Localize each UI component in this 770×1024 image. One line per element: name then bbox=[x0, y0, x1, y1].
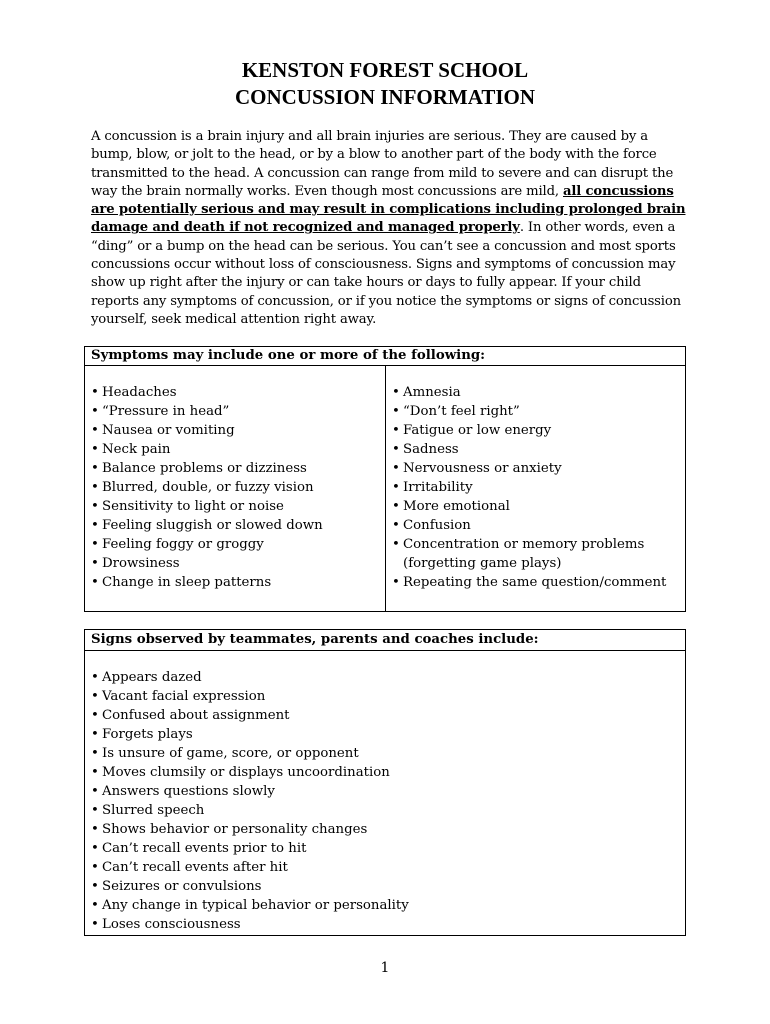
bullet-icon: • bbox=[91, 461, 99, 476]
symptom-item-text: Repeating the same question/comment bbox=[403, 575, 667, 590]
sign-item bbox=[91, 820, 679, 839]
symptom-item bbox=[392, 459, 679, 478]
bullet-icon: • bbox=[91, 727, 99, 742]
symptom-item-text: Feeling sluggish or slowed down bbox=[102, 518, 323, 533]
sign-item bbox=[91, 706, 679, 725]
sign-item bbox=[91, 763, 679, 782]
sign-item-text: Moves clumsily or displays uncoordination bbox=[102, 765, 390, 780]
symptom-item bbox=[392, 535, 679, 573]
symptom-item bbox=[91, 554, 379, 573]
symptom-item bbox=[392, 478, 679, 497]
bullet-icon: • bbox=[91, 822, 99, 837]
signs-list bbox=[91, 668, 679, 934]
bullet-icon: • bbox=[392, 442, 400, 457]
sign-item-text: Can’t recall events prior to hit bbox=[102, 841, 307, 856]
sign-item-text: Loses consciousness bbox=[102, 917, 241, 932]
symptom-item bbox=[91, 573, 379, 592]
symptom-item bbox=[392, 516, 679, 535]
sign-item bbox=[91, 782, 679, 801]
symptom-item-text: Nervousness or anxiety bbox=[403, 461, 562, 476]
symptom-item bbox=[91, 516, 379, 535]
symptom-item-text: Fatigue or low energy bbox=[403, 423, 552, 438]
symptom-item-text: Confusion bbox=[403, 518, 471, 533]
sign-item bbox=[91, 801, 679, 820]
bullet-icon: • bbox=[91, 860, 99, 875]
symptoms-heading: Symptoms may include one or more of the following: bbox=[85, 347, 685, 366]
symptom-item bbox=[392, 497, 679, 516]
symptoms-right-list bbox=[392, 383, 679, 592]
bullet-icon: • bbox=[91, 499, 99, 514]
bullet-icon: • bbox=[91, 670, 99, 685]
bullet-icon: • bbox=[392, 385, 400, 400]
symptoms-left-list bbox=[91, 383, 379, 592]
symptom-item-text: Sensitivity to light or noise bbox=[102, 499, 284, 514]
symptom-item-text: Nausea or vomiting bbox=[102, 423, 235, 438]
symptom-item-text: “Don’t feel right” bbox=[403, 404, 520, 419]
symptom-item bbox=[91, 402, 379, 421]
bullet-icon: • bbox=[91, 917, 99, 932]
symptom-item-text: Drowsiness bbox=[102, 556, 180, 571]
symptom-item-text: Blurred, double, or fuzzy vision bbox=[102, 480, 314, 495]
bullet-icon: • bbox=[392, 461, 400, 476]
symptom-item bbox=[392, 573, 679, 592]
bullet-icon: • bbox=[91, 879, 99, 894]
symptom-item bbox=[392, 421, 679, 440]
bullet-icon: • bbox=[91, 480, 99, 495]
sign-item bbox=[91, 915, 679, 934]
signs-list-container bbox=[85, 651, 685, 934]
sign-item-text: Is unsure of game, score, or opponent bbox=[102, 746, 359, 761]
bullet-icon: • bbox=[91, 689, 99, 704]
symptom-item bbox=[392, 440, 679, 459]
signs-heading: Signs observed by teammates, parents and coaches include: bbox=[85, 630, 685, 651]
bullet-icon: • bbox=[91, 784, 99, 799]
symptom-item bbox=[392, 402, 679, 421]
symptom-item bbox=[91, 421, 379, 440]
symptom-item-text: Sadness bbox=[403, 442, 459, 457]
sign-item-text: Seizures or convulsions bbox=[102, 879, 262, 894]
bullet-icon: • bbox=[91, 404, 99, 419]
symptom-item-text: Amnesia bbox=[403, 385, 461, 400]
sign-item-text: Appears dazed bbox=[102, 670, 202, 685]
symptom-item-text: Feeling foggy or groggy bbox=[102, 537, 264, 552]
sign-item-text: Confused about assignment bbox=[102, 708, 290, 723]
symptom-item bbox=[91, 478, 379, 497]
bullet-icon: • bbox=[91, 708, 99, 723]
bullet-icon: • bbox=[91, 518, 99, 533]
symptom-item-text: Irritability bbox=[403, 480, 473, 495]
symptom-item-text: Neck pain bbox=[102, 442, 171, 457]
symptoms-right-column bbox=[386, 366, 685, 611]
sign-item-text: Slurred speech bbox=[102, 803, 205, 818]
symptom-item bbox=[91, 535, 379, 554]
bullet-icon: • bbox=[91, 803, 99, 818]
symptom-item-text: Headaches bbox=[102, 385, 177, 400]
sign-item-text: Answers questions slowly bbox=[102, 784, 275, 799]
bullet-icon: • bbox=[91, 385, 99, 400]
sign-item bbox=[91, 744, 679, 763]
symptom-item bbox=[91, 459, 379, 478]
bullet-icon: • bbox=[91, 841, 99, 856]
symptom-item bbox=[91, 440, 379, 459]
intro-emphasis: all concussions are potentially serious and may result in complications including prolonged brain damage and death if not recognized and managed properly bbox=[91, 183, 686, 236]
intro-paragraph bbox=[91, 128, 691, 329]
sign-item-text: Any change in typical behavior or personality bbox=[102, 898, 409, 913]
sign-item-text: Vacant facial expression bbox=[102, 689, 266, 704]
sign-item-text: Forgets plays bbox=[102, 727, 193, 742]
symptom-item-text: More emotional bbox=[403, 499, 510, 514]
symptom-item-text: Concentration or memory problems (forgetting game plays) bbox=[403, 537, 645, 571]
bullet-icon: • bbox=[392, 404, 400, 419]
sign-item bbox=[91, 687, 679, 706]
symptom-item bbox=[91, 497, 379, 516]
page-number: 1 bbox=[380, 960, 390, 976]
sign-item bbox=[91, 858, 679, 877]
bullet-icon: • bbox=[91, 537, 99, 552]
bullet-icon: • bbox=[392, 518, 400, 533]
bullet-icon: • bbox=[91, 442, 99, 457]
intro-text-part1: A concussion is a brain injury and all brain injuries are serious. They are caused by a bump, blow, or jolt to the head, or by a blow to another part of the body with the force transmitted to the head. A concussion can range from mild to severe and can disrupt the way the brain normally works. Even though most concussions are mild, bbox=[91, 129, 674, 199]
document-subject: CONCUSSION INFORMATION bbox=[234, 85, 536, 109]
signs-table bbox=[84, 629, 686, 936]
sign-item-text: Shows behavior or personality changes bbox=[102, 822, 368, 837]
symptom-item-text: Balance problems or dizziness bbox=[102, 461, 307, 476]
bullet-icon: • bbox=[392, 575, 400, 590]
bullet-icon: • bbox=[91, 898, 99, 913]
bullet-icon: • bbox=[91, 746, 99, 761]
sign-item bbox=[91, 877, 679, 896]
bullet-icon: • bbox=[392, 537, 400, 552]
bullet-icon: • bbox=[392, 480, 400, 495]
bullet-icon: • bbox=[91, 556, 99, 571]
intro-text-part2: . In other words, even a “ding” or a bump on the head can be serious. You can’t see a concussion and most sports concussions occur without loss of consciousness. Signs and symptoms of concussion may show up right after the injury or can take hours or days to fully appear. If your child reports any symptoms of concussion, or if you notice the symptoms or signs of concussion yourself, seek medical attention right away. bbox=[91, 220, 681, 327]
bullet-icon: • bbox=[91, 423, 99, 438]
sign-item bbox=[91, 896, 679, 915]
symptom-item-text: Change in sleep patterns bbox=[102, 575, 272, 590]
bullet-icon: • bbox=[392, 423, 400, 438]
sign-item bbox=[91, 725, 679, 744]
bullet-icon: • bbox=[91, 575, 99, 590]
bullet-icon: • bbox=[91, 765, 99, 780]
symptom-item bbox=[91, 383, 379, 402]
symptom-item-text: “Pressure in head” bbox=[102, 404, 230, 419]
sign-item-text: Can’t recall events after hit bbox=[102, 860, 288, 875]
school-name: KENSTON FOREST SCHOOL bbox=[241, 58, 529, 82]
symptoms-table bbox=[84, 346, 686, 612]
symptom-item bbox=[392, 383, 679, 402]
sign-item bbox=[91, 839, 679, 858]
sign-item bbox=[91, 668, 679, 687]
symptoms-left-column bbox=[85, 366, 386, 611]
document-title bbox=[0, 57, 770, 111]
bullet-icon: • bbox=[392, 499, 400, 514]
